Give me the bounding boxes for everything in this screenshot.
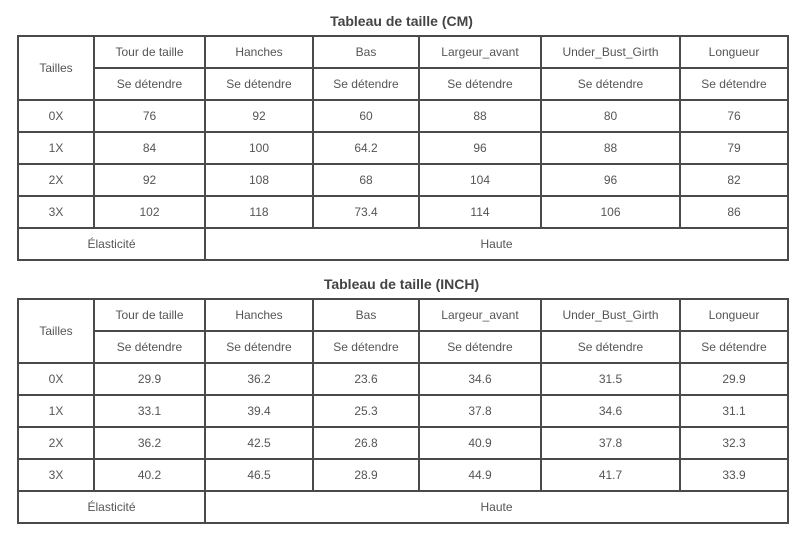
column-header: Under_Bust_Girth <box>541 299 680 331</box>
table-cell: 33.9 <box>680 459 788 491</box>
table-cell: 60 <box>313 100 419 132</box>
table-cell: 29.9 <box>680 363 788 395</box>
elasticity-row <box>18 491 788 523</box>
table-cell: 34.6 <box>541 395 680 427</box>
table-cell: 37.8 <box>419 395 541 427</box>
elasticity-value: Haute <box>205 228 788 260</box>
table-cell: 68 <box>313 164 419 196</box>
table-title-cm: Tableau de taille (CM) <box>330 13 473 29</box>
corner-label: Tailles <box>18 36 94 100</box>
column-subheader: Se détendre <box>313 331 419 363</box>
table-cell: 92 <box>205 100 313 132</box>
table-row <box>18 395 788 427</box>
table-cell: 102 <box>94 196 205 228</box>
column-subheader: Se détendre <box>419 331 541 363</box>
table-cell: 44.9 <box>419 459 541 491</box>
size-table-cm <box>17 35 789 261</box>
table-row <box>18 164 788 196</box>
size-label: 3X <box>18 459 94 491</box>
table-cell: 39.4 <box>205 395 313 427</box>
table-cell: 42.5 <box>205 427 313 459</box>
table-row <box>18 196 788 228</box>
table-cell: 96 <box>419 132 541 164</box>
elasticity-row <box>18 228 788 260</box>
table-cell: 104 <box>419 164 541 196</box>
column-header: Longueur <box>680 36 788 68</box>
column-subheader: Se détendre <box>94 331 205 363</box>
elasticity-value: Haute <box>205 491 788 523</box>
table-cell: 96 <box>541 164 680 196</box>
column-header: Hanches <box>205 36 313 68</box>
size-label: 1X <box>18 395 94 427</box>
size-label: 2X <box>18 164 94 196</box>
subheader-row <box>18 68 788 100</box>
column-subheader: Se détendre <box>205 331 313 363</box>
column-subheader: Se détendre <box>313 68 419 100</box>
table-cell: 36.2 <box>94 427 205 459</box>
table-cell: 29.9 <box>94 363 205 395</box>
table-cell: 37.8 <box>541 427 680 459</box>
table-cell: 26.8 <box>313 427 419 459</box>
column-subheader: Se détendre <box>541 331 680 363</box>
column-subheader: Se détendre <box>419 68 541 100</box>
column-header: Largeur_avant <box>419 299 541 331</box>
table-cell: 80 <box>541 100 680 132</box>
table-title-inch: Tableau de taille (INCH) <box>323 276 480 292</box>
column-header: Under_Bust_Girth <box>541 36 680 68</box>
table-row <box>18 132 788 164</box>
table-cell: 40.2 <box>94 459 205 491</box>
table-cell: 108 <box>205 164 313 196</box>
header-row <box>18 299 788 331</box>
table-cell: 23.6 <box>313 363 419 395</box>
table-cell: 34.6 <box>419 363 541 395</box>
table-cell: 92 <box>94 164 205 196</box>
table-cell: 64.2 <box>313 132 419 164</box>
table-row <box>18 459 788 491</box>
column-subheader: Se détendre <box>680 68 788 100</box>
table-cell: 33.1 <box>94 395 205 427</box>
table-cell: 31.5 <box>541 363 680 395</box>
column-header: Bas <box>313 299 419 331</box>
table-cell: 84 <box>94 132 205 164</box>
corner-label: Tailles <box>18 299 94 363</box>
column-header: Tour de taille <box>94 299 205 331</box>
column-header: Bas <box>313 36 419 68</box>
table-cell: 118 <box>205 196 313 228</box>
table-cell: 76 <box>94 100 205 132</box>
table-cell: 106 <box>541 196 680 228</box>
size-label: 0X <box>18 363 94 395</box>
size-table-inch <box>17 298 789 524</box>
column-header: Hanches <box>205 299 313 331</box>
table-cell: 114 <box>419 196 541 228</box>
table-cell: 40.9 <box>419 427 541 459</box>
table-cell: 31.1 <box>680 395 788 427</box>
table-row <box>18 363 788 395</box>
table-cell: 79 <box>680 132 788 164</box>
size-label: 3X <box>18 196 94 228</box>
column-header: Longueur <box>680 299 788 331</box>
header-row <box>18 36 788 68</box>
table-cell: 100 <box>205 132 313 164</box>
elasticity-label: Élasticité <box>18 491 205 523</box>
table-cell: 46.5 <box>205 459 313 491</box>
table-cell: 25.3 <box>313 395 419 427</box>
column-header: Tour de taille <box>94 36 205 68</box>
table-cell: 73.4 <box>313 196 419 228</box>
table-cell: 41.7 <box>541 459 680 491</box>
size-label: 1X <box>18 132 94 164</box>
table-row <box>18 427 788 459</box>
table-cell: 28.9 <box>313 459 419 491</box>
table-cell: 82 <box>680 164 788 196</box>
size-label: 2X <box>18 427 94 459</box>
table-cell: 86 <box>680 196 788 228</box>
column-subheader: Se détendre <box>680 331 788 363</box>
table-cell: 88 <box>419 100 541 132</box>
table-cell: 76 <box>680 100 788 132</box>
column-subheader: Se détendre <box>205 68 313 100</box>
table-cell: 36.2 <box>205 363 313 395</box>
subheader-row <box>18 331 788 363</box>
column-header: Largeur_avant <box>419 36 541 68</box>
column-subheader: Se détendre <box>541 68 680 100</box>
table-cell: 88 <box>541 132 680 164</box>
table-row <box>18 100 788 132</box>
column-subheader: Se détendre <box>94 68 205 100</box>
elasticity-label: Élasticité <box>18 228 205 260</box>
size-label: 0X <box>18 100 94 132</box>
table-cell: 32.3 <box>680 427 788 459</box>
